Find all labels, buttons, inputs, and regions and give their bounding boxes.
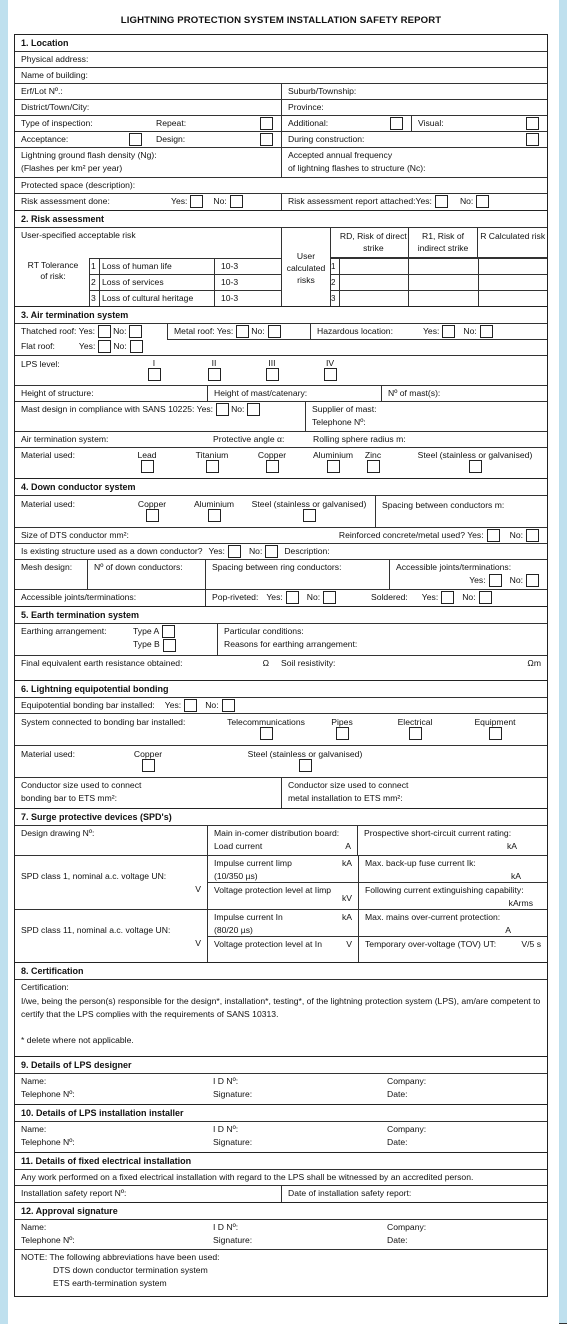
row-number: 1 [331,262,336,271]
air-material-option [305,450,361,473]
material-label: Zinc [364,450,382,460]
follow-current-label: Following current extinguishing capability: [365,885,524,896]
lps-level-label: LPS level: [21,359,60,369]
yes-label: Yes: [208,546,225,556]
no-label: No: [205,700,219,711]
lps-level-label: I [152,358,156,368]
air-material-option [247,450,297,473]
building-name-field[interactable]: Name of building: [21,70,88,80]
system-checkbox[interactable] [336,727,349,740]
lps-level-checkbox[interactable] [208,368,221,381]
no-label: No: [231,404,245,414]
section-heading: 10. Details of LPS installation installer [21,1108,184,1119]
ohm-unit: Ω [262,658,269,669]
mast-supplier-field[interactable]: Supplier of mast: [312,404,377,414]
copper-label: Copper [133,749,163,760]
calc-risk-cell[interactable] [478,259,547,274]
material-checkbox[interactable] [141,460,154,473]
section-heading: 7. Surge protective devices (SPD's) [21,812,172,823]
impulse-current-label: Impulse current Iimp [214,858,292,869]
ring-spacing-field[interactable]: Spacing between ring conductors: [205,560,389,589]
installation-report-date-field[interactable]: Date of installation safety report: [281,1186,547,1202]
acc-yes-checkbox[interactable] [489,574,502,587]
telephone-field[interactable]: Telephone Nº: [21,1137,75,1148]
ng-unit: (Flashes per km² per year) [21,163,123,173]
volt-unit: V [346,939,352,950]
lps-level-option [143,358,165,381]
ka-unit: kA [341,912,352,923]
metal-roof-label: Metal roof: [174,326,215,336]
sans-compliance-label: Mast design in compliance with SANS 10225: [21,404,195,414]
bonding-system-option [317,717,367,740]
section-earth-termination [14,606,548,672]
design-checkbox[interactable] [260,133,273,146]
certification-text: I/we, being the person(s) responsible for the design*, installation*, testing*, of the lightning protection system (LPS), am/are competent to certify that the LPS complies with the requirements of SANS 10313. [21,996,541,1020]
type-a-label: Type A [133,626,160,637]
calculated-risk-row [331,258,547,274]
section-lps-installer [14,1104,548,1152]
yes-label: Yes: [78,341,96,352]
during-construction-checkbox[interactable] [526,133,539,146]
safety-report-form [14,8,548,1297]
section-heading: 6. Lightning equipotential bonding [21,684,169,695]
ohm-metre-unit: Ωm [527,658,541,669]
lps-level-checkbox[interactable] [266,368,279,381]
kv-unit: kV [341,893,352,904]
no-label: No: [213,196,227,206]
short-circuit-rating-label: Prospective short-circuit current rating: [364,828,512,839]
telephone-field[interactable]: Telephone Nº: [21,1235,75,1246]
date-field[interactable]: Date: [387,1137,408,1148]
air-material-option [127,450,167,473]
yes-label: Yes: [164,700,182,711]
district-field[interactable]: District/Town/City: [21,102,90,112]
material-label: Aluminium [312,450,354,460]
ng-label: Lightning ground flash density (Ng): [21,150,157,160]
calculated-risk-row [331,274,547,290]
hazard-no-checkbox[interactable] [480,325,493,338]
province-field[interactable]: Province: [281,100,547,115]
conductor-spacing-field[interactable]: Spacing between conductors m: [375,496,549,528]
loss-type-label: Loss of services [99,275,214,290]
section-approval-signature [14,1202,548,1297]
section-fixed-electrical [14,1152,548,1202]
installation-report-number-field[interactable]: Installation safety report Nº: [21,1188,127,1199]
dts-size-field[interactable]: Size of DTS conductor mm²: [21,530,129,540]
down-material-option [127,499,177,522]
earthing-reasons-field[interactable]: Reasons for earthing arrangement: [224,639,358,650]
existing-structure-label: Is existing structure used as a down conductor? [21,546,203,556]
risk-done-yes-checkbox[interactable] [190,195,203,208]
date-field[interactable]: Date: [387,1089,408,1100]
down-material-option [189,499,239,522]
structure-height-field[interactable]: Height of structure: [21,388,94,398]
metal-no-checkbox[interactable] [268,325,281,338]
name-field[interactable]: Name: [21,1124,47,1135]
material-label: Titanium [195,450,229,460]
yes-label: Yes: [171,196,188,206]
risk-loss-table [89,258,281,306]
impulse-waveform-label: (10/350 µs) [214,871,258,882]
bonding-system-option [389,717,441,740]
material-checkbox[interactable] [327,460,340,473]
soil-resistivity-field[interactable]: Soil resistivity: [281,658,336,669]
section-heading: 4. Down conductor system [21,482,136,492]
inspection-type-label: Type of inspection: [21,118,93,128]
metal-conductor-size-field[interactable]: metal installation to ETS mm²: [288,793,403,804]
system-checkbox[interactable] [409,727,422,740]
no-label: No: [113,326,127,336]
calculated-risk-header: R Calculated risk [477,228,547,257]
calculated-risk-row [331,290,547,306]
acceptance-label: Acceptance: [21,134,69,144]
material-checkbox[interactable] [208,509,221,522]
supplier-telephone-field[interactable]: Telephone Nº: [312,417,366,427]
yes-label: Yes: [421,592,439,603]
telephone-field[interactable]: Telephone Nº: [21,1089,75,1100]
system-checkbox[interactable] [260,727,273,740]
material-checkbox[interactable] [266,460,279,473]
lps-level-option [261,358,283,381]
repeat-checkbox[interactable] [260,117,273,130]
yes-label: Yes: [469,575,486,586]
yes-label: Yes: [78,326,96,336]
risk-loss-row [89,274,281,290]
impulse-in-waveform-label: (80/20 µs) [214,925,253,936]
section-air-termination [14,306,548,478]
material-label: Aluminium [193,499,235,509]
delete-note: * delete where not applicable. [21,1035,134,1046]
acc-no-checkbox[interactable] [526,574,539,587]
yes-label: Yes: [422,326,440,336]
risk-loss-row [89,258,281,274]
risk-done-no-checkbox[interactable] [230,195,243,208]
date-field[interactable]: Date: [387,1235,408,1246]
thatched-no-checkbox[interactable] [129,325,142,338]
additional-label: Additional: [288,118,329,128]
lps-level-checkbox[interactable] [148,368,161,381]
material-checkbox[interactable] [367,460,380,473]
material-label: Copper [137,499,167,509]
impulse-current-in-label: Impulse current In [214,912,283,923]
section-heading: 8. Certification [21,966,84,977]
direct-risk-cell[interactable] [339,275,408,290]
system-label: Equipment [474,717,516,728]
system-label: Telecommunications [227,717,305,728]
risk-report-no-checkbox[interactable] [476,195,489,208]
mains-overcurrent-label: Max. mains over-current protection: [365,912,501,923]
risk-report-yes-checkbox[interactable] [435,195,448,208]
signature-field[interactable]: Signature: [213,1137,253,1148]
sans-no-checkbox[interactable] [247,403,260,416]
left-margin-band [0,0,8,1324]
ka-unit: kA [341,858,352,869]
section-heading: 5. Earth termination system [21,610,140,621]
id-number-field[interactable]: I D Nº: [213,1222,239,1233]
material-checkbox[interactable] [303,509,316,522]
calc-risk-cell[interactable] [478,275,547,290]
yes-label: Yes: [266,592,283,603]
ets-abbreviation: ETS earth-termination system [53,1278,167,1289]
section-down-conductor [14,478,548,606]
lps-level-option [319,358,341,381]
type-b-label: Type B [133,639,160,650]
bonding-yes-checkbox[interactable] [184,699,197,712]
earthing-arrangement-label: Earthing arrangement: [21,626,107,637]
section-heading: 12. Approval signature [21,1206,118,1217]
section-heading: 11. Details of fixed electrical installation [21,1156,192,1167]
system-checkbox[interactable] [489,727,502,740]
indirect-strike-header: R1, Risk of indirect strike [408,228,478,257]
no-label: No: [462,592,476,603]
physical-address-field[interactable]: Physical address: [21,54,89,64]
load-current-field[interactable]: Load current [214,841,263,852]
user-calculated-risks-label: User calculated risks [281,228,330,306]
section-location [14,34,548,210]
right-margin-band [559,0,567,1324]
during-construction-label: During construction: [288,134,365,144]
report-title: LIGHTNING PROTECTION SYSTEM INSTALLATION SAFETY REPORT [120,15,442,26]
pop-riveted-label: Pop-riveted: [212,592,259,603]
existing-yes-checkbox[interactable] [228,545,241,558]
metal-yes-checkbox[interactable] [236,325,249,338]
yes-label: Yes: [216,326,234,336]
no-label: No: [306,592,321,603]
particular-conditions-field[interactable]: Particular conditions: [224,626,304,637]
pop-no-checkbox[interactable] [323,591,336,604]
flat-yes-checkbox[interactable] [98,340,111,353]
abbreviations-note: NOTE: The following abbreviations have been used: [21,1252,220,1263]
section-heading: 9. Details of LPS designer [21,1060,132,1071]
risk-report-label: Risk assessment report attached:Yes: [288,196,432,206]
tov-unit: V/5 s [521,939,541,950]
hazard-yes-checkbox[interactable] [442,325,455,338]
earth-resistance-field[interactable]: Final equivalent earth resistance obtained: [21,658,183,669]
no-label: No: [113,341,127,352]
material-checkbox[interactable] [146,509,159,522]
flat-no-checkbox[interactable] [130,340,143,353]
flat-roof-label: Flat roof: [21,341,55,352]
backup-fuse-label: Max. back-up fuse current Ik: [365,858,476,869]
material-checkbox[interactable] [206,460,219,473]
no-label: No: [509,575,523,586]
no-label: No: [509,530,523,540]
bonding-system-option [467,717,523,740]
bonding-material-label: Material used: [21,749,75,760]
indirect-risk-cell[interactable] [408,291,477,306]
reinforced-yes-checkbox[interactable] [487,529,500,542]
rt-label: RT Tolerance of risk: [27,260,79,281]
direct-risk-cell[interactable] [339,259,408,274]
system-label: Electrical [397,717,433,728]
visual-checkbox[interactable] [526,117,539,130]
section-risk-assessment [14,210,548,306]
loss-type-label: Loss of cultural heritage [99,291,214,306]
protected-space-field[interactable]: Protected space (description): [21,180,136,190]
section-heading: 2. Risk assessment [21,214,105,224]
lps-level-checkbox[interactable] [324,368,337,381]
bonding-copper-checkbox[interactable] [142,759,155,772]
tolerable-risk-value: 10-3 [214,275,281,290]
reinforced-no-checkbox[interactable] [526,529,539,542]
lps-level-label: II [211,358,217,368]
soldered-label: Soldered: [371,592,408,603]
bonding-conductor-size-field[interactable]: bonding bar to ETS mm²: [21,793,118,804]
air-termination-field[interactable]: Air termination system: [21,434,109,444]
bonding-system-option [221,717,311,740]
acceptance-checkbox[interactable] [129,133,142,146]
thatched-yes-checkbox[interactable] [98,325,111,338]
tov-label: Temporary over-voltage (TOV) UT: [365,939,497,950]
section-equipotential-bonding [14,680,548,808]
id-number-field[interactable]: I D Nº: [213,1124,239,1135]
tolerable-risk-value: 10-3 [214,259,281,274]
steel-label: Steel (stainless or galvanised) [247,749,363,760]
dts-abbreviation: DTS down conductor termination system [53,1265,208,1276]
rolling-sphere-field[interactable]: Rolling sphere radius m: [313,434,406,444]
material-label: Steel (stainless or galvanised) [417,450,533,460]
volt-unit: V [195,938,201,949]
amp-unit: A [505,925,511,936]
material-label: Copper [257,450,287,460]
company-field[interactable]: Company: [387,1076,427,1087]
indirect-risk-cell[interactable] [408,275,477,290]
company-field[interactable]: Company: [387,1124,427,1135]
air-material-label: Material used: [21,450,75,460]
main-incomer-label: Main in-comer distribution board: [214,828,340,839]
type-a-checkbox[interactable] [162,625,175,638]
air-material-option [405,450,545,473]
mast-count-field[interactable]: Nº of mast(s): [381,386,547,401]
bonding-steel-checkbox[interactable] [299,759,312,772]
existing-no-checkbox[interactable] [265,545,278,558]
nc-label: Accepted annual frequency [288,150,393,160]
visual-label: Visual: [418,118,444,128]
type-b-checkbox[interactable] [163,639,176,652]
spd-class2-voltage-label: SPD class 11, nominal a.c. voltage UN: [21,925,171,936]
sold-yes-checkbox[interactable] [441,591,454,604]
sold-no-checkbox[interactable] [479,591,492,604]
bonding-conductor-size-label: Conductor size used to connect [21,780,142,791]
accessible-joints-label: Accessible joints/terminations: [396,562,512,573]
design-label: Design: [156,134,186,144]
mesh-design-field[interactable]: Mesh design: [21,562,73,573]
down-material-option [247,499,371,522]
bonding-bar-label: Equipotential bonding bar installed: [21,700,155,711]
system-connected-label: System connected to bonding bar installed: [21,717,186,728]
sans-yes-checkbox[interactable] [216,403,229,416]
section-heading: 3. Air termination system [21,310,129,320]
no-label: No: [248,546,263,556]
accessible-joints-field[interactable]: Accessible joints/terminations: [21,592,137,603]
user-acceptable-risk-label: User-specified acceptable risk [21,230,136,240]
lps-level-label: IV [325,358,335,368]
yes-label: Yes: [196,404,214,414]
repeat-label: Repeat: [156,118,187,128]
section-heading: 1. Location [21,38,69,48]
direct-strike-header: RD, Risk of direct strike [339,231,407,253]
row-number: 2 [331,278,336,287]
karms-unit: kArms [508,898,533,909]
description-field[interactable]: Description: [284,546,330,556]
loss-type-label: Loss of human life [99,259,214,274]
protective-angle-field[interactable]: Protective angle α: [213,434,285,444]
signature-field[interactable]: Signature: [213,1235,253,1246]
reinforced-label: Reinforced concrete/metal used? Yes: [338,530,484,540]
section-certification [14,962,548,1056]
down-material-label: Material used: [21,499,75,509]
no-label: No: [251,326,265,336]
down-count-field[interactable]: Nº of down conductors: [87,560,205,589]
air-material-option [359,450,387,473]
name-field[interactable]: Name: [21,1076,47,1087]
name-field[interactable]: Name: [21,1222,47,1233]
additional-checkbox[interactable] [390,117,403,130]
ka-unit: kA [510,871,521,882]
indirect-risk-cell[interactable] [408,259,477,274]
row-number: 1 [89,259,99,274]
hazardous-location-label: Hazardous location: [317,326,393,336]
fixed-electrical-text: Any work performed on a fixed electrical installation with regard to the LPS shall be witnessed by an accredited person. [21,1172,474,1183]
signature-field[interactable]: Signature: [213,1089,253,1100]
risk-loss-row [89,290,281,306]
material-checkbox[interactable] [469,460,482,473]
no-label: No: [459,196,474,206]
erf-field[interactable]: Erf/Lot Nº.: [21,86,63,96]
tolerable-risk-value: 10-3 [214,291,281,306]
system-label: Pipes [331,717,353,728]
air-material-option [187,450,237,473]
material-label: Lead [137,450,157,460]
ka-unit: kA [506,841,517,852]
risk-done-label: Risk assessment done: [21,196,110,206]
design-drawing-field[interactable]: Design drawing Nº: [21,828,95,839]
voltage-protection-in-label: Voltage protection level at In [214,939,322,950]
section-lps-designer [14,1056,548,1104]
volt-unit: V [195,884,201,895]
row-number: 3 [331,294,336,303]
nc-label-2: of lightning flashes to structure (Nc): [288,163,426,173]
lps-level-label: III [268,358,276,368]
row-number: 2 [89,275,99,290]
certification-label: Certification: [21,982,69,993]
section-spd [14,808,548,962]
lps-level-option [203,358,225,381]
calc-risk-cell[interactable] [478,291,547,306]
id-number-field[interactable]: I D Nº: [213,1076,239,1087]
no-label: No: [463,326,477,336]
bonding-no-checkbox[interactable] [222,699,235,712]
pop-yes-checkbox[interactable] [286,591,299,604]
metal-conductor-size-label: Conductor size used to connect [288,780,409,791]
voltage-protection-level-label: Voltage protection level at Iimp [214,885,332,896]
spd-class1-voltage-label: SPD class 1, nominal a.c. voltage UN: [21,871,167,882]
amp-unit: A [345,841,351,852]
company-field[interactable]: Company: [387,1222,427,1233]
mast-height-field[interactable]: Height of mast/catenary: [207,386,381,401]
row-number: 3 [89,291,99,306]
suburb-field[interactable]: Suburb/Township: [281,84,547,99]
direct-risk-cell[interactable] [339,291,408,306]
material-label: Steel (stainless or galvanised) [251,499,367,509]
thatched-roof-label: Thatched roof: [21,326,77,336]
